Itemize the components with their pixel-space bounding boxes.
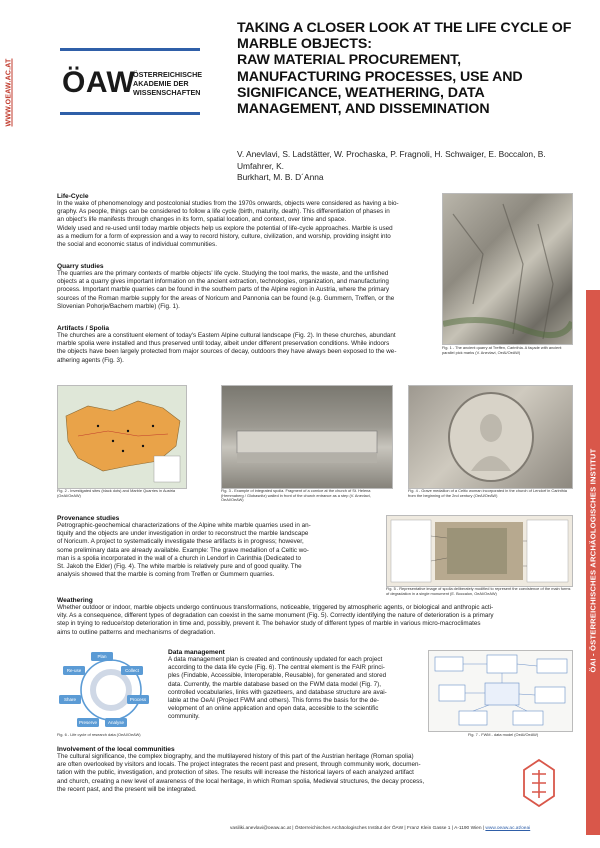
section-provenance [57, 515, 381, 579]
footer-link[interactable]: www.oeaw.ac.at/oeai [485, 826, 531, 831]
text-line: Whether outdoor or indoor, marble objects undergo continuous transformations, noticeable, triggered by atmospheric agents, or biological and anthropic acti- [57, 604, 494, 611]
text-line: aims to outline patterns and mechanisms of degradation. [57, 628, 216, 636]
oeaw-logo: ÖAW [62, 66, 136, 99]
cycle-node-collect: Collect [121, 666, 143, 675]
section-body [57, 200, 431, 249]
logo-bottom-line [60, 112, 200, 115]
authors [237, 149, 582, 184]
oeai-emblem-icon [518, 758, 560, 808]
text-line: Petrographic-geochemical characterizations of the Alpine white marble quarries used in an- [57, 522, 311, 529]
title-line: MARBLE OBJECTS: [237, 36, 372, 53]
section-body [168, 656, 424, 722]
section-heading: Data management [168, 649, 225, 656]
text-line: objects at a quarry gives important information on the ancient extraction, technologies, organization, and manufacturing [57, 278, 389, 286]
cycle-node-plan: Plan [91, 652, 113, 661]
text-line: sources of the Roman marble supply for the areas of Noricum and Pannonia can be found (e.g. Gummern, Treffen, or the [57, 294, 395, 302]
fig4-caption: Fig. 4 - Grave medallion of a Celtic woman incorporated in the church of Lendorf in Carinthia from the beginning of the 2nd century (OeAI/OeAW) [408, 488, 567, 498]
text-line: some preliminary data are already available. Example: The grave medallion of a Celtic wo- [57, 546, 309, 554]
text-line: The churches are a constituent element of today's Eastern Alpine cultural landscape (Fig. 2). In these churches, abundant [57, 332, 396, 339]
text-line: Slovenian Pohorje/Bachern marble) (Fig. 1). [57, 302, 180, 310]
text-line: controlled vocabularies, links with gazetteers, and database structure are avai- [168, 688, 387, 696]
fig3-caption: Fig. 3 - Example of integrated spolia. Fragment of a cornice at the church of St. Helena (Hemmaberg / Globasnitz) walled in front of the church entrance as a step (V. Anevlavi, OeAI/OeAW) [221, 488, 371, 503]
text-line: the social and economic status of individual communities. [57, 241, 217, 249]
section-quarry [57, 263, 431, 311]
section-life-cycle [57, 193, 431, 249]
authors-line: Burkhart, M. B. D´Anna [237, 172, 324, 182]
poster-title [237, 20, 582, 117]
side-url-link[interactable]: WWW.OEAW.AC.AT [5, 58, 13, 127]
section-heading: Artifacts / Spolia [57, 325, 110, 332]
cornice-stone-icon [222, 386, 392, 488]
text-line: graphy. As people, things can be considered to follow a life cycle (birth, maturity, death). This differentiation of phases in [57, 208, 390, 216]
text-line: tation with the public, investigation, and protection of sites. The results will increase the historical layers of each analyzed artifact [57, 769, 414, 777]
text-line: vity. As a consequence, different types of degradation can coexist in the same monument (Fig. 5). Correctly identifying the nature of deterioration is a primary [57, 612, 494, 620]
fig6-data-cycle [57, 648, 165, 732]
section-heading: Involvement of the local communities [57, 746, 175, 753]
footer-text: vasiliki.anevlavi@oeaw.ac.at | Österreichisches Archäologisches Institut der ÖAW | Franz Klein Gasse 1 | A-1190 Wien | [230, 826, 486, 831]
logo-line: WISSENSCHAFTEN [133, 88, 201, 97]
fig1-caption: Fig. 1 - The ancient quarry at Treffen, Carinthia. A façade with ancient parallel pick marks (V. Anevlavi, OeAI/OeAW) [442, 345, 562, 355]
logo-top-line [60, 48, 200, 51]
institute-band [586, 290, 600, 835]
text-line: St. Jakob the Elder) (Fig. 4). The white marble is relatively pure and of good quality. The [57, 563, 302, 571]
text-line: velopment of an online application and open data, accesible to the scientific [168, 705, 379, 713]
text-line: athering agents (Fig. 3). [57, 356, 124, 364]
fig5-caption: Fig. 5 - Representative image of spolia deliberately modified to represent the coexistence of the main forms of degradation in a single monument (E. Boccalon, OeAI/OeAW) [386, 586, 571, 596]
text-line: process. Important marble quarries can be found in the southern parts of the Alpine region in Austria, where the primary [57, 286, 390, 294]
text-line: The cultural significance, the complex biography, and the multilayered history of this part of the Austrian heritage (Roman spolia) [57, 753, 414, 760]
cycle-node-reuse: Re-use [63, 666, 85, 675]
authors-line: V. Anevlavi, S. Ladstätter, W. Prochaska, P. Fragnoli, H. Schwaiger, E. Boccalon, B. Umfahrer, K. [237, 149, 546, 171]
text-line: according to the data life cycle (Fig. 6). The central element is the FAIR princi- [168, 664, 385, 672]
section-body [57, 604, 577, 637]
text-line: The quarries are the primary contexts of marble objects' life cycle. Studying the tool marks, the waste, and the unfished [57, 270, 389, 277]
text-line: an object's life manifests through changes in its form, spatial location, and context, over time and space. [57, 216, 347, 224]
fig1-quarry-photo [442, 193, 573, 345]
text-line: and church, creating a new level of awareness of the local heritage, in which Roman spolia, Medieval structures, the decay process, [57, 777, 425, 785]
text-line: A data management plan is created and continously updated for each project [168, 656, 383, 663]
section-heading: Weathering [57, 597, 93, 604]
text-line: the objects have been largely protected from major sources of decay, outdoors they have always been exposed to the we- [57, 348, 397, 356]
text-line: the recent past, and the present will be integrated. [57, 785, 197, 793]
section-heading: Provenance studies [57, 515, 120, 522]
text-line: step in trying to reduce/stop deterioration in time and, possibly, prevent it. The behavior study of different types of marble in various micro-macroclimates [57, 620, 481, 628]
text-line: community. [168, 713, 200, 721]
fig7-caption: Fig. 7 - FWM - data model (OeAI/OeAW) [468, 732, 539, 737]
title-line: RAW MATERIAL PROCUREMENT, [237, 52, 461, 69]
logo-line: ÖSTERREICHISCHE [133, 70, 203, 79]
cycle-node-preserve: Preserve [78, 720, 97, 725]
text-line: Widely used and re-used until today marble objects help us explore the potential of life-cycle approaches. Marble is used [57, 224, 393, 232]
fig7-data-model [428, 650, 573, 732]
fig2-map [57, 385, 187, 489]
text-line: are often overlooked by visitors and locals. The project integrates the recent past and present, through community work, documen- [57, 761, 421, 769]
text-line: data. Currently, the marble database based on the FWM data model (Fig. 7), [168, 680, 382, 688]
text-line: as a medium for a form of expression and a way to record history, culture, civilization, and worship, providing insight into [57, 232, 391, 240]
section-body [57, 753, 477, 794]
text-line: man is a spolia incorporated in the wall of a church in Lendorf in Carinthia (Dedicated to [57, 554, 301, 562]
cycle-node-analyse: Analyse [105, 718, 127, 727]
cycle-node-share: Share [59, 695, 81, 704]
title-line: MANUFACTURING PROCESSES, USE AND [237, 68, 523, 85]
cycle-node-process: Process [127, 695, 149, 704]
text-line: marble spolia were installed and thus preserved until today, albeit under different preservation conditions. While indoors [57, 340, 390, 348]
section-artifacts [57, 325, 441, 365]
side-url[interactable] [2, 40, 16, 130]
section-weathering [57, 597, 577, 637]
text-line: lable at the OeAI (Project FWM and others). This forms the basis for the de- [168, 697, 379, 705]
text-line: In the wake of phenomenology and postcolonial studies from the 1970s onwards, objects were considered as having a bio- [57, 200, 399, 207]
text-line: tiquity and the objects are under investigation in order to reconstruct the marble landscape [57, 530, 309, 538]
title-line: MANAGEMENT, AND DISSEMINATION [237, 101, 490, 118]
oeai-emblem [518, 758, 560, 808]
rock-texture-icon [443, 194, 572, 344]
fig4-medallion-photo [408, 385, 573, 489]
title-line: TAKING A CLOSER LOOK AT THE LIFE CYCLE OF [237, 20, 572, 36]
fig3-spolia-photo [221, 385, 393, 489]
data-model-diagram-icon [429, 651, 572, 731]
austria-map-icon [58, 386, 186, 488]
section-heading: Life-Cycle [57, 193, 89, 200]
fig2-caption: Fig. 2 - Investigated sites (black dots) and Marble Quarries in Austria (OeAI/OeAW) [57, 488, 176, 498]
text-line: analysis showed that the marble is coming from Treffen or Gummern quarries. [57, 571, 275, 579]
text-line: ples (Findable, Accessible, Interoperable, Reusable), for generated and stored [168, 672, 387, 680]
fig5-degradation-figure [386, 515, 573, 587]
fig6-caption: Fig. 6 - Life cycle of research data (OeAI/OeAW) [57, 732, 141, 737]
section-body [57, 332, 441, 365]
title-line: SIGNIFICANCE, WEATHERING, DATA [237, 84, 485, 101]
footer [230, 826, 530, 831]
logo-line: AKADEMIE DER [133, 79, 189, 88]
section-heading: Quarry studies [57, 263, 104, 270]
institute-band-text: ÖAI - ÖSTERREICHISCHES ARCHÄOLOGISCHES INSTITUT [588, 448, 598, 673]
text-line: of Noricum. A project to systematically investigate these artifacts is in progress; however, [57, 538, 304, 546]
logo-subtitle [133, 70, 202, 97]
section-body [57, 270, 431, 311]
degradation-diagram-icon [387, 516, 572, 586]
section-data-management [168, 649, 424, 722]
section-body [57, 522, 381, 579]
section-involvement [57, 746, 477, 794]
medallion-icon [409, 386, 572, 488]
